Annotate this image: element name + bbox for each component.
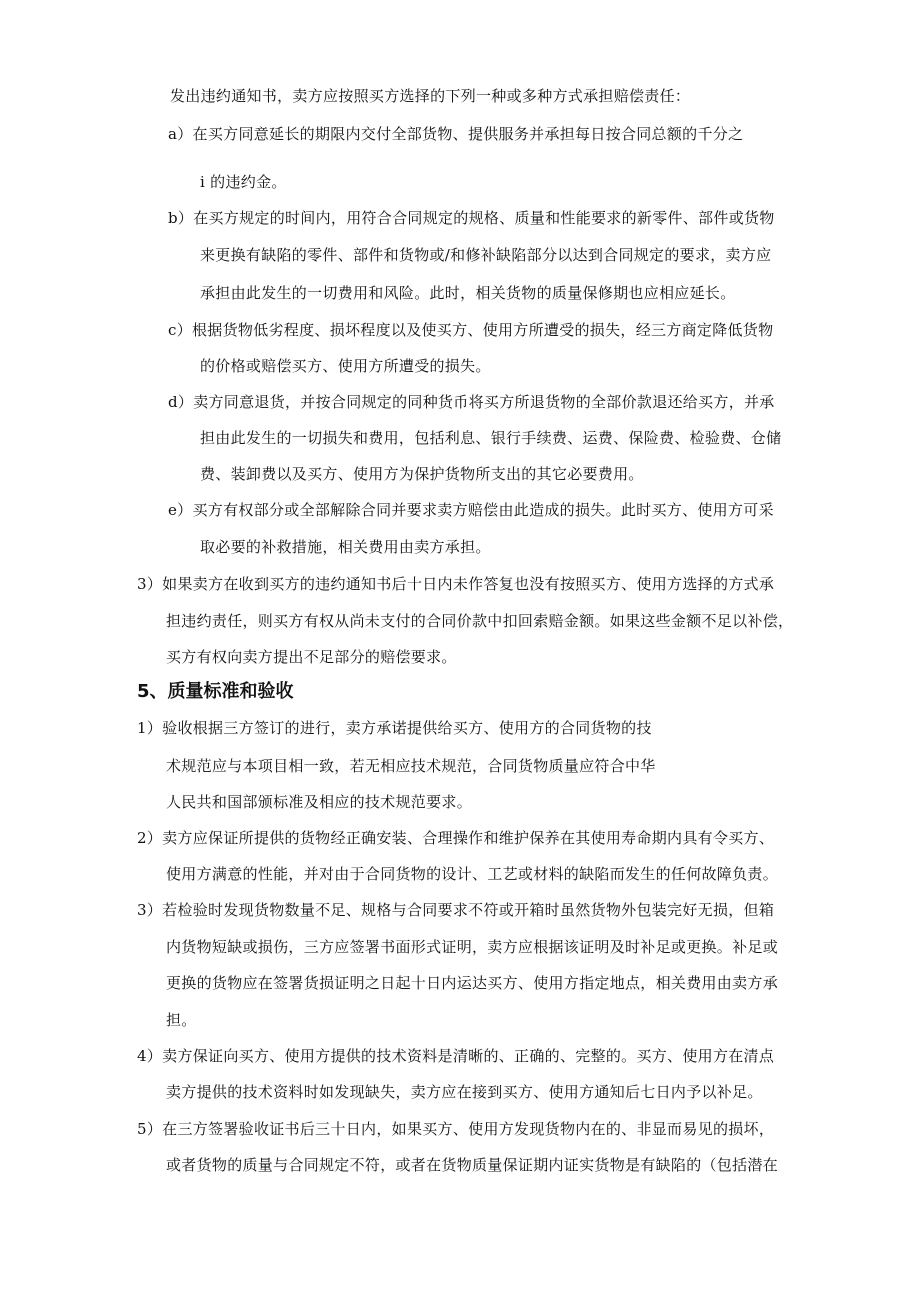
item-e-line-1: e）买方有权部分或全部解除合同并要求卖方赔偿由此造成的损失。此时买方、使用方可采 xyxy=(168,501,774,519)
s5-item-1-line-2: 术规范应与本项目相一致，若无相应技术规范，合同货物质量应符合中华 xyxy=(166,757,656,775)
item-b-line-2: 来更换有缺陷的零件、部件和货物或/和修补缺陷部分以达到合同规定的要求，卖方应 xyxy=(200,246,772,264)
s5-item-3-line-3: 更换的货物应在签署货损证明之日起十日内运达买方、使用方指定地点，相关费用由卖方承 xyxy=(166,974,779,992)
s5-item-4-line-2: 卖方提供的技术资料时如发现缺失，卖方应在接到买方、使用方通知后七日内予以补足。 xyxy=(166,1083,763,1101)
s5-item-3-line-2: 内货物短缺或损伤，三方应签署书面形式证明，卖方应根据该证明及时补足或更换。补足或 xyxy=(166,938,779,956)
item-a-line-2: i 的违约金。 xyxy=(200,173,287,191)
s5-item-3-line-4: 担。 xyxy=(166,1011,197,1029)
item-c-line-1: c）根据货物低劣程度、损坏程度以及使买方、使用方所遭受的损失，经三方商定降低货物 xyxy=(168,321,774,339)
s5-item-5-line-2: 或者货物的质量与合同规定不符，或者在货物质量保证期内证实货物是有缺陷的（包括潜在 xyxy=(166,1156,779,1174)
item-d-line-2: 担由此发生的一切损失和费用，包括利息、银行手续费、运费、保险费、检验费、仓储 xyxy=(200,429,782,447)
s5-item-2-line-1: 2）卖方应保证所提供的货物经正确安装、合理操作和维护保养在其使用寿命期内具有令买方、 xyxy=(137,829,775,847)
s5-item-2-line-2: 使用方满意的性能，并对由于合同货物的设计、工艺或材料的缺陷而发生的任何故障负责。 xyxy=(166,865,779,883)
item-b-line-1: b）在买方规定的时间内，用符合合同规定的规格、质量和性能要求的新零件、部件或货物 xyxy=(168,209,775,227)
item-3-line-1: 3）如果卖方在收到买方的违约通知书后十日内未作答复也没有按照买方、使用方选择的方式承 xyxy=(137,575,775,593)
item-d-line-3: 费、装卸费以及买方、使用方为保护货物所支出的其它必要费用。 xyxy=(200,465,644,483)
s5-item-3-line-1: 3）若检验时发现货物数量不足、规格与合同要求不符或开箱时虽然货物外包装完好无损，但箱 xyxy=(137,901,775,919)
item-b-line-3: 承担由此发生的一切费用和风险。此时，相关货物的质量保修期也应相应延长。 xyxy=(200,284,736,302)
intro-line: 发出违约通知书，卖方应按照买方选择的下列一种或多种方式承担赔偿责任： xyxy=(170,87,691,105)
item-3-line-2: 担违约责任，则买方有权从尚未支付的合同价款中扣回索赔金额。如果这些金额不足以补偿， xyxy=(166,612,794,630)
s5-item-5-line-1: 5）在三方签署验收证书后三十日内，如果买方、使用方发现货物内在的、非显而易见的损坏， xyxy=(137,1120,775,1138)
item-c-line-2: 的价格或赔偿买方、使用方所遭受的损失。 xyxy=(200,357,491,375)
item-e-line-2: 取必要的补救措施，相关费用由卖方承担。 xyxy=(200,538,491,556)
item-d-line-1: d）卖方同意退货，并按合同规定的同种货币将买方所退货物的全部价款退还给买方，并承 xyxy=(168,393,775,411)
section-heading: 5、质量标准和验收 xyxy=(137,681,294,702)
s5-item-1-line-3: 人民共和国部颁标准及相应的技术规范要求。 xyxy=(166,793,473,811)
item-a-line-1: a）在买方同意延长的期限内交付全部货物、提供服务并承担每日按合同总额的千分之 xyxy=(168,125,744,143)
s5-item-1-line-1: 1）验收根据三方签订的进行，卖方承诺提供给买方、使用方的合同货物的技 xyxy=(137,719,652,737)
s5-item-4-line-1: 4）卖方保证向买方、使用方提供的技术资料是清晰的、正确的、完整的。买方、使用方在清点 xyxy=(137,1047,775,1065)
item-3-line-3: 买方有权向卖方提出不足部分的赔偿要求。 xyxy=(166,648,457,666)
